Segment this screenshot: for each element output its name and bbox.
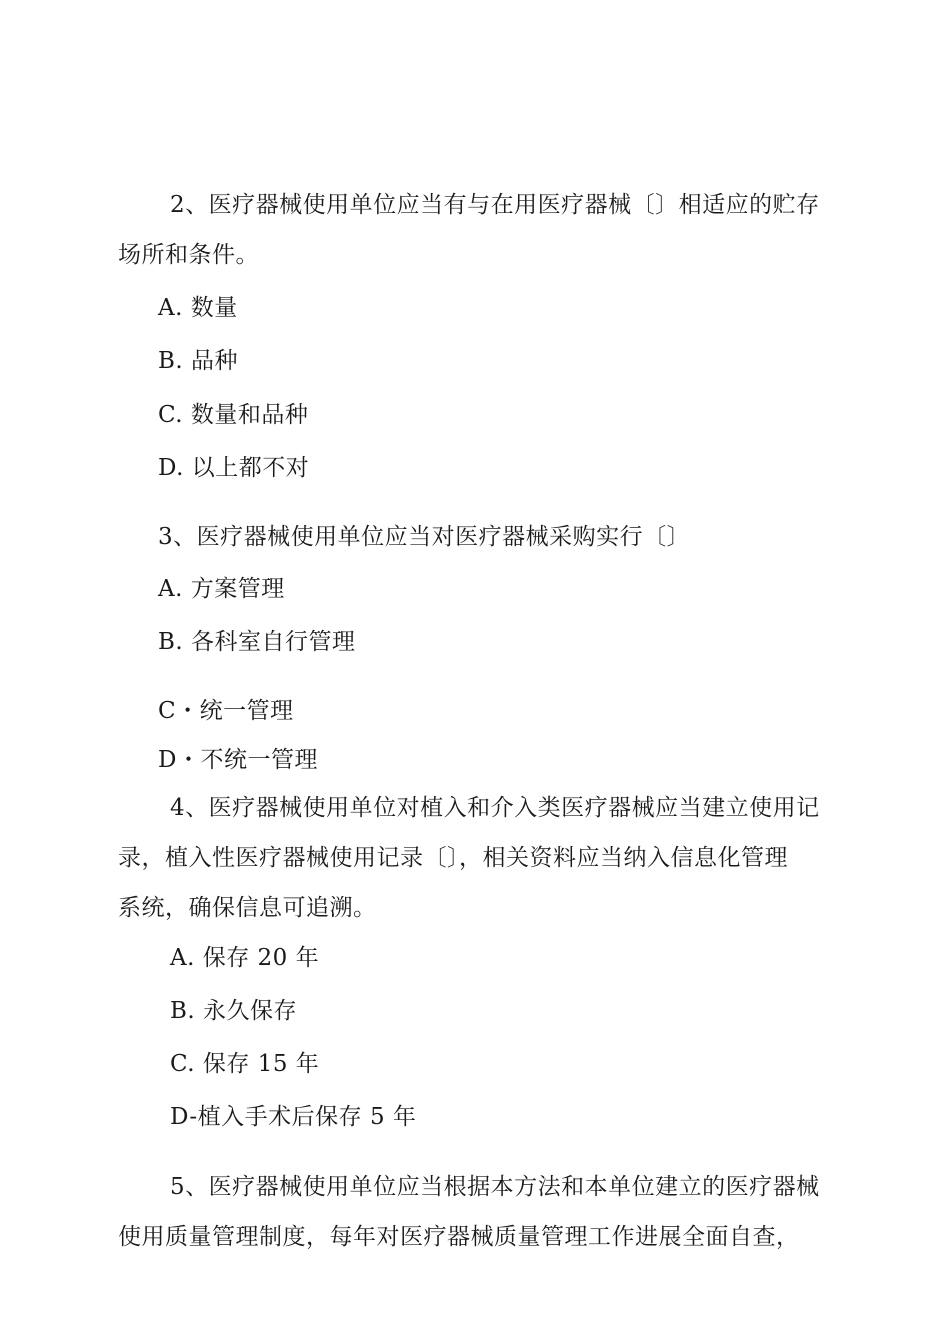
question-4-stem-line-3: 系统，确保信息可追溯。 — [118, 895, 377, 921]
question-3-option-d: D・不统一管理 — [158, 747, 318, 773]
question-4-option-b: B. 永久保存 — [170, 998, 298, 1024]
question-5-stem-line-1: 5、医疗器械使用单位应当根据本方法和本单位建立的医疗器械 — [170, 1174, 820, 1200]
question-2-option-a: A. 数量 — [158, 295, 238, 321]
question-2-option-d: D. 以上都不对 — [158, 455, 310, 481]
question-4-option-d: D-植入手术后保存 5 年 — [170, 1104, 417, 1130]
question-2-option-b: B. 品种 — [158, 348, 239, 374]
question-3-option-a: A. 方案管理 — [158, 576, 285, 602]
question-4-stem-line-1: 4、医疗器械使用单位对植入和介入类医疗器械应当建立使用记 — [170, 795, 820, 821]
question-3-stem-line-1: 3、医疗器械使用单位应当对医疗器械采购实行〔〕 — [158, 524, 691, 550]
question-3-option-c: C・统一管理 — [158, 698, 294, 724]
question-4-stem-line-2: 录，植入性医疗器械使用记录〔〕，相关资料应当纳入信息化管理 — [118, 845, 788, 871]
question-4-option-c: C. 保存 15 年 — [170, 1051, 320, 1077]
question-3-option-b: B. 各科室自行管理 — [158, 629, 356, 655]
question-2-stem-line-1: 2、医疗器械使用单位应当有与在用医疗器械〔〕相适应的贮存 — [170, 192, 820, 218]
question-2-stem-line-2: 场所和条件。 — [118, 242, 259, 268]
question-4-option-a: A. 保存 20 年 — [170, 945, 320, 971]
question-2-option-c: C. 数量和品种 — [158, 402, 309, 428]
question-5-stem-line-2: 使用质量管理制度，每年对医疗器械质量管理工作进展全面自查， — [118, 1224, 800, 1250]
